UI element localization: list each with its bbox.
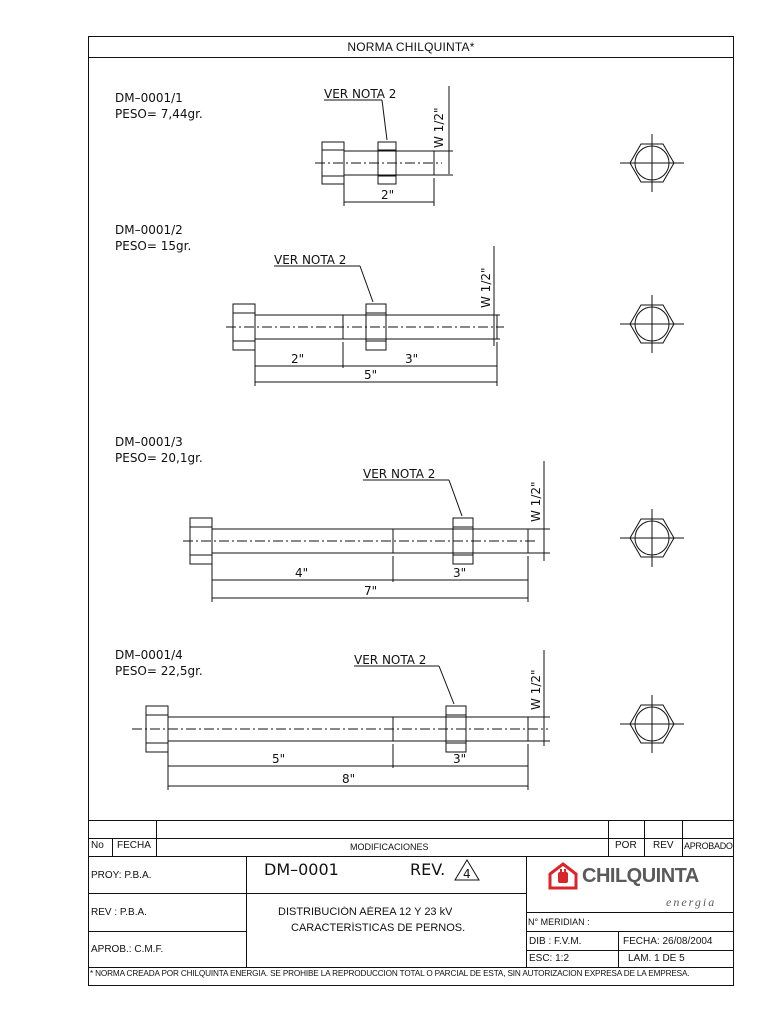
dimension-label: 4" [295, 566, 309, 580]
dimension-label: 7" [364, 584, 378, 598]
part-code-1: DM–0001/1 [115, 91, 183, 105]
part-weight-2: PESO= 15gr. [115, 239, 192, 253]
col-por: POR [615, 840, 637, 851]
note-ref-2: VER NOTA 2 [274, 253, 347, 267]
title-block [88, 820, 734, 986]
part-weight-4: PESO= 22,5gr. [115, 664, 203, 678]
lam-field: LAM. 1 DE 5 [628, 953, 685, 964]
part-code-3: DM–0001/3 [115, 435, 183, 449]
dimension-label: 3" [453, 752, 467, 766]
technical-drawing [88, 56, 734, 820]
rev-by-field: REV : P.B.A. [91, 907, 147, 918]
bolt-drawing-4 [115, 648, 684, 790]
dimension-label: 5" [272, 752, 286, 766]
meridian-field: N° MERIDIAN : [528, 917, 590, 927]
thread-spec-3: W 1/2" [529, 481, 543, 522]
note-ref-4: VER NOTA 2 [354, 653, 427, 667]
proy-field: PROY: P.B.A. [91, 870, 152, 881]
footnote: * NORMA CREADA POR CHILQUINTA ENERGIA. SE PROHIBE LA REPRODUCCION TOTAL O PARCIAL DE ESTA, SIN AUTORIZACION EXPRESA DE LA EMPRESA. [90, 969, 690, 978]
dimension-label: 5" [364, 368, 378, 382]
col-aprobado: APROBADO [684, 841, 733, 851]
col-modificaciones: MODIFICACIONES [350, 842, 429, 852]
dimension-label: 2" [381, 188, 395, 202]
thread-spec-1: W 1/2" [432, 107, 446, 148]
logo-subtitle: energia [666, 895, 717, 909]
dimension-label: 3" [453, 566, 467, 580]
thread-spec-4: W 1/2" [529, 669, 543, 710]
rev-label: REV. [410, 860, 446, 879]
dimension-label: 3" [405, 352, 419, 366]
house-plug-icon [548, 862, 578, 890]
fecha-field: FECHA: 26/08/2004 [623, 936, 713, 947]
note-ref-3: VER NOTA 2 [363, 467, 436, 481]
note-ref-1: VER NOTA 2 [324, 87, 397, 101]
part-code-2: DM–0001/2 [115, 223, 183, 237]
company-logo [548, 862, 728, 894]
doc-code: DM–0001 [264, 860, 339, 879]
part-code-4: DM–0001/4 [115, 648, 183, 662]
dib-field: DIB : F.V.M. [529, 936, 582, 947]
description-line-1: DISTRIBUCIÓN AÉREA 12 Y 23 kV [278, 906, 453, 918]
aprob-field: APROB.: C.M.F. [91, 944, 164, 955]
bolt-drawing-2 [115, 223, 684, 386]
dimension-label: 2" [291, 352, 305, 366]
part-weight-3: PESO= 20,1gr. [115, 451, 203, 465]
bolt-drawing-1 [115, 86, 684, 206]
sheet-header: NORMA CHILQUINTA* [89, 37, 733, 58]
col-no: No [91, 840, 104, 851]
rev-number: 4 [463, 867, 471, 881]
part-weight-1: PESO= 7,44gr. [115, 107, 203, 121]
col-fecha: FECHA [117, 840, 151, 851]
description-line-2: CARACTERÍSTICAS DE PERNOS. [291, 922, 466, 934]
esc-field: ESC: 1:2 [529, 953, 570, 964]
thread-spec-2: W 1/2" [479, 267, 493, 308]
col-rev: REV [653, 840, 674, 851]
logo-name: CHILQUINTA [582, 865, 699, 887]
revision-triangle-icon [454, 859, 480, 881]
bolt-drawing-3 [115, 435, 684, 602]
dimension-label: 8" [342, 772, 356, 786]
